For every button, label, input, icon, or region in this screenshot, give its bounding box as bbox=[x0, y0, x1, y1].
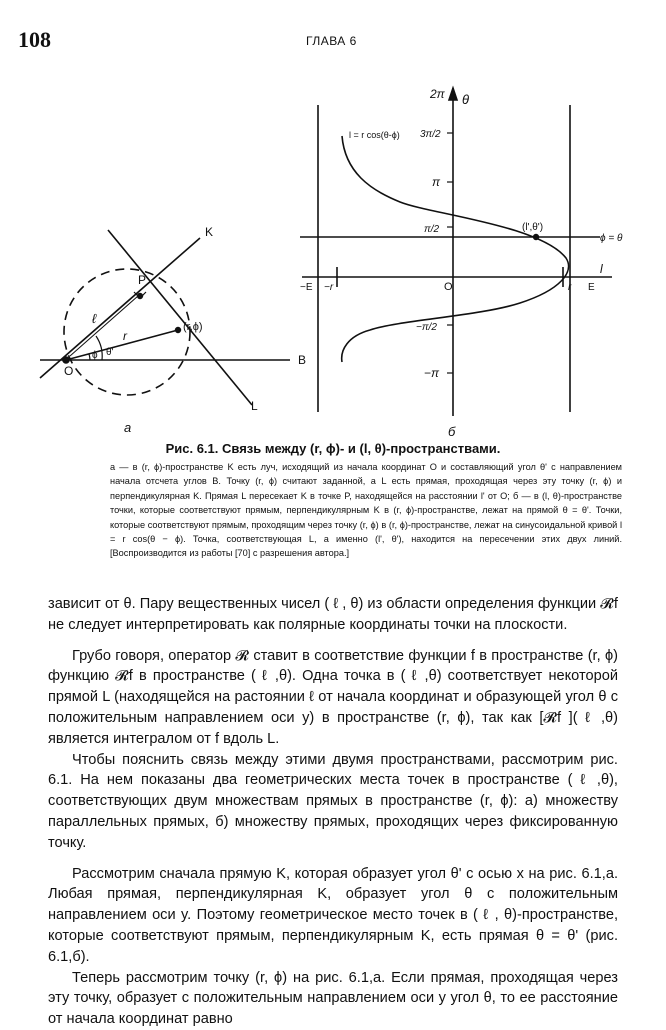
paragraph-3: Чтобы пояснить связь между этими двумя пространствами, рассмотрим рис. 6.1. На нем показаны два геометрических места точек в пространстве ( ℓ ,θ), соответствующих двум множествам прямых в пространстве (r, ϕ): а) множеству параллельных прямых, б) множеству прямых, проходящих через фиксированную точку. bbox=[48, 751, 618, 851]
segment-l bbox=[70, 296, 138, 356]
angle-phi-arc bbox=[89, 354, 90, 360]
label-minus-pi: −π bbox=[424, 366, 440, 380]
point-P-dot bbox=[138, 294, 143, 299]
theta-axis-arrow bbox=[449, 88, 457, 100]
page-number: 108 bbox=[18, 27, 51, 52]
label-P: P bbox=[138, 273, 147, 287]
label-minus-E: −E bbox=[300, 282, 313, 293]
label-theta-prime: θ' bbox=[106, 347, 114, 358]
label-pi2: π/2 bbox=[424, 224, 440, 235]
label-phi: ϕ bbox=[92, 350, 98, 361]
panel-b bbox=[300, 88, 612, 416]
label-r-b: r bbox=[568, 282, 572, 293]
label-minus-r: −r bbox=[324, 282, 334, 293]
panel-a-label: a bbox=[124, 420, 132, 435]
panel-b-label: б bbox=[448, 424, 456, 439]
paragraph-2: Грубо говоря, оператор 𝓡 ставит в соответствие функции f в пространстве (r, ϕ) функцию 𝓡f в пространстве ( ℓ ,θ). Одна точка в ( ℓ ,θ) соответствует некоторой прямой L (находящейся на растоянии ℓ от начала координат и образующей угол θ с положительным направлением оси y) в пространстве (r, ϕ), так как [𝓡f ]( ℓ ,θ) является интегралом от f вдоль L. bbox=[48, 647, 618, 747]
paragraph-4: Рассмотрим сначала прямую K, которая образует угол θ' с осью x на рис. 6.1,a. Любая прямая, перпендикулярная K, образует угол θ с положительным направлением оси y. Поэтому геометрическое место точек в ( ℓ , θ)-пространстве, которые соответствуют прямым, перпендикулярным K, есть прямая θ = θ' (рис. 6.1,б). bbox=[48, 865, 618, 965]
paragraph-1: зависит от θ. Пару вещественных чисел ( ℓ , θ) из области определения функции 𝓡f не следует интерпретировать как полярные координаты точки на плоскости. bbox=[48, 596, 618, 633]
theta-ticks bbox=[447, 133, 453, 373]
body-text bbox=[48, 594, 618, 1030]
label-L: L bbox=[251, 399, 258, 413]
label-point: (l',θ') bbox=[522, 222, 544, 233]
running-head: ГЛАВА 6 bbox=[306, 34, 357, 48]
label-phi-theta: ϕ = θ bbox=[600, 233, 623, 244]
figure-caption-body: a — в (r, ϕ)-пространстве K есть луч, исходящий из начала координат O и составляющий угол θ' с направлением начала отсчета углов B. Точку (r, ϕ) считают заданной, а L есть прямая, проходящая через эту точку (r, ϕ) и перпендикулярная K. Прямая L пересекает K в точке P, находящейся на расстоянии l' от O; б — в (l, θ)-пространстве точки, которые соответствуют прямым, перпендикулярным K в (r, ϕ)-пространстве, лежат на прямой θ = θ'. Точки, которые соответствуют прямым, проходящим через точку (r, ϕ) в (r, ϕ)-пространстве, лежат на синусоидальной кривой l = r cos(θ − ϕ). Точка, соответствующая L, а именно (l', θ'), находится на пересечении этих двух линий. [Воспроизводится из работы [70] с разрешения автора.] bbox=[110, 462, 622, 559]
label-pi: π bbox=[432, 175, 441, 189]
figure-6-1 bbox=[0, 80, 666, 442]
label-E: E bbox=[588, 282, 595, 293]
figure-caption-title: Рис. 6.1. Связь между (r, ϕ)- и (l, θ)-пространствами. bbox=[165, 441, 501, 456]
origin-dot bbox=[63, 357, 69, 363]
intersection-dot bbox=[534, 235, 539, 240]
label-theta-axis: θ bbox=[462, 92, 470, 107]
paragraph-5: Теперь рассмотрим точку (r, ϕ) на рис. 6.1,a. Если прямая, проходящая через эту точку, образует с положительным направлением оси y угол θ, то ее расстояние от начала координат равно bbox=[48, 969, 618, 1028]
panel-a bbox=[40, 230, 290, 405]
sinusoid-curve bbox=[342, 136, 569, 362]
label-curve: l = r cos(θ-ϕ) bbox=[349, 130, 400, 140]
label-O-b: O bbox=[444, 281, 453, 293]
label-2pi: 2π bbox=[430, 87, 445, 101]
label-O: O bbox=[64, 364, 74, 378]
label-r: r bbox=[123, 329, 127, 343]
point-rphi-dot bbox=[176, 328, 181, 333]
label-l-axis: l bbox=[600, 262, 603, 276]
label-rphi: (r,ϕ) bbox=[183, 321, 203, 333]
label-minus-pi2: −π/2 bbox=[416, 322, 437, 333]
label-K: K bbox=[205, 225, 214, 239]
label-l: ℓ bbox=[92, 311, 97, 326]
label-B: B bbox=[298, 353, 307, 367]
label-3pi2: 3π/2 bbox=[420, 129, 441, 140]
